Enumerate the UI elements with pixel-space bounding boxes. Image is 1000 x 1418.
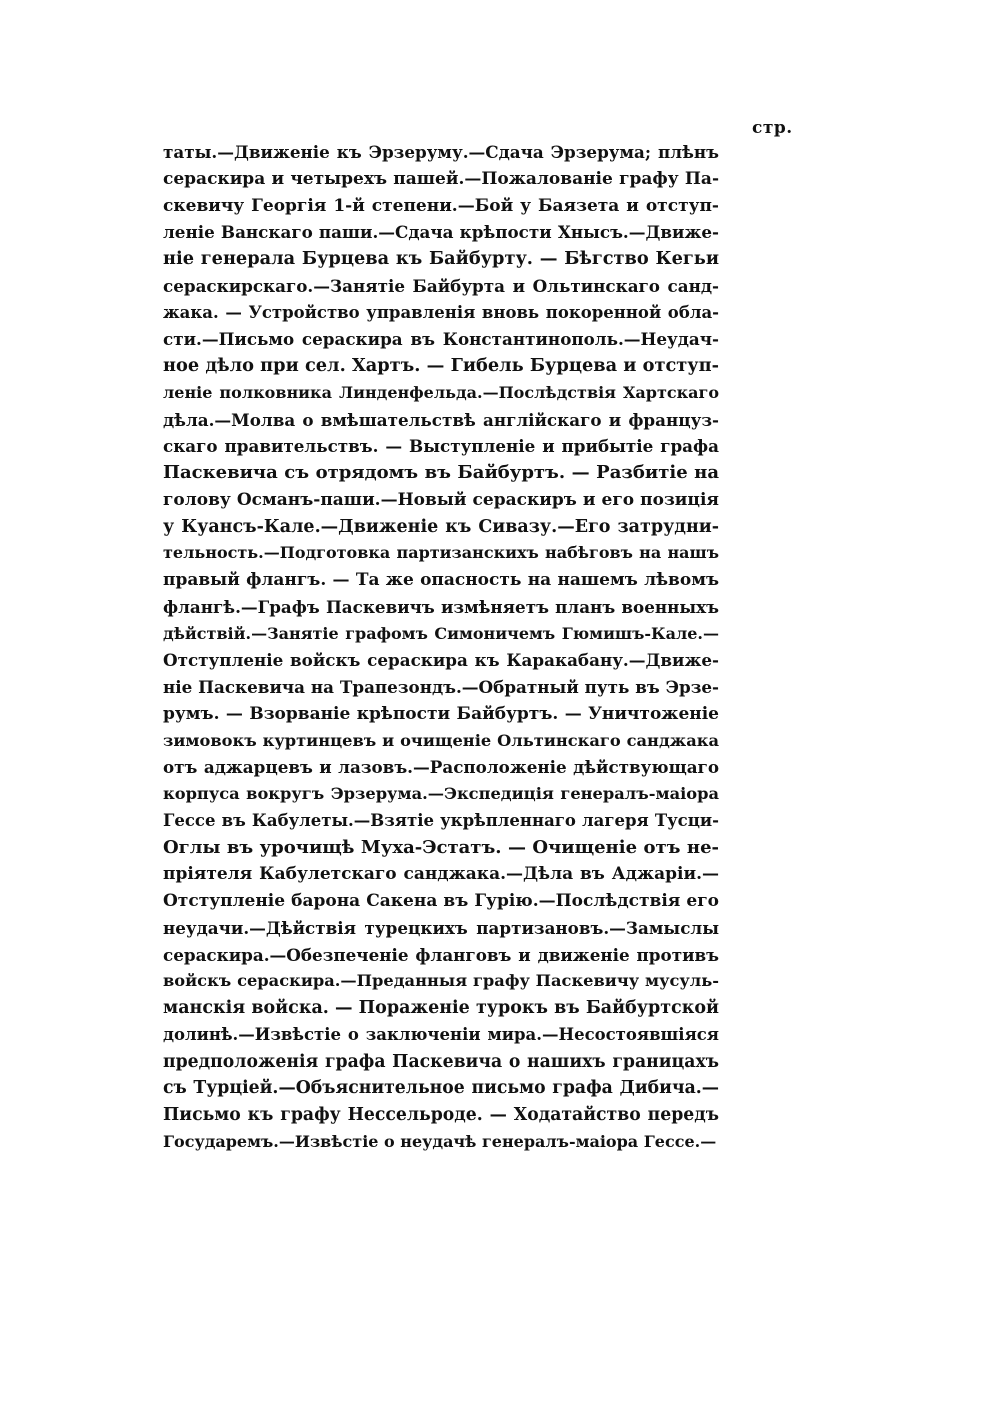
text-line: долинѣ.—Извѣстіе о заключеніи мира.—Несостоявшіяся [163,1024,719,1044]
text-line: ніе Паскевича на Трапезондъ.—Обратный путь въ Эрзе- [163,677,719,697]
text-line: румъ. — Взорваніе крѣпости Байбуртъ. — Уничтоженіе [163,703,719,724]
text-line: голову Османъ-паши.—Новый сераскиръ и его позиція [163,489,719,510]
text-line: у Куансъ-Кале.—Движеніе къ Сивазу.—Его затрудни- [163,516,719,537]
text-line: леніе полковника Линденфельда.—Послѣдствія Хартскаго [163,382,719,402]
text-line: Государемъ.—Извѣстіе о неудачѣ генералъ-маіора Гессе.— [163,1131,717,1151]
text-line: Оглы въ урочищѣ Муха-Эстатъ. — Очищеніе отъ не- [163,836,719,858]
text-line: отъ аджарцевъ и лазовъ.—Расположеніе дѣйствующаго [163,757,719,778]
page-column-header: стр. [752,118,793,138]
text-line: Гессе въ Кабулеты.—Взятіе укрѣпленнаго лагеря Тусци- [163,810,719,830]
table-of-contents-text [163,139,719,1156]
text-line: Отступленіе войскъ сераскира къ Каракабану.—Движе- [163,650,719,671]
text-line: таты.—Движеніе къ Эрзеруму.—Сдача Эрзерума; плѣнъ [163,142,719,162]
text-line: ніе генерала Бурцева къ Байбурту. — Бѣгство Кегьи [163,248,719,269]
text-line: съ Турціей.—Объяснительное письмо графа Дибича.— [163,1078,719,1099]
text-line: дѣла.—Молва о вмѣшательствѣ англійскаго и француз- [163,409,719,430]
text-line: корпуса вокругъ Эрзерума.—Экспедиція генералъ-маіора [163,784,719,803]
text-line: сераскирскаго.—Занятіе Байбурта и Ольтинскаго санд- [163,275,719,296]
text-line: скаго правительствъ. — Выступленіе и прибытіе графа [163,436,719,457]
text-line: предположенія графа Паскевича о нашихъ границахъ [163,1051,719,1072]
text-line: Паскевича съ отрядомъ въ Байбуртъ. — Разбитіе на [163,462,719,483]
text-line: сти.—Письмо сераскира въ Константинополь.—Неудач- [163,329,719,350]
text-line: дѣйствій.—Занятіе графомъ Симоничемъ Гюмишъ-Кале.— [163,623,719,643]
text-line: скевичу Георгія 1-й степени.—Бой у Баязета и отступ- [163,195,719,216]
text-line: Письмо къ графу Нессельроде. — Ходатайство передъ [163,1105,719,1125]
text-line: сераскира.—Обезпеченіе фланговъ и движеніе противъ [163,944,719,965]
text-line: ное дѣло при сел. Хартъ. — Гибель Бурцева и отступ- [163,355,719,376]
text-line: сераскира и четырехъ пашей.—Пожалованіе графу Па- [163,168,719,189]
text-line: пріятеля Кабулетскаго санджака.—Дѣла въ Аджаріи.— [163,864,719,885]
text-line: манскія войска. — Пораженіе турокъ въ Байбуртской [163,998,719,1018]
text-line: зимовокъ куртинцевъ и очищеніе Ольтинскаго санджака [163,730,719,750]
text-line: жака. — Устройство управленія вновь покоренной обла- [163,302,719,322]
text-line: флангѣ.—Графъ Паскевичъ измѣняетъ планъ военныхъ [163,596,719,617]
text-line: неудачи.—Дѣйствія турецкихъ партизановъ.—Замыслы [163,917,719,938]
text-line: войскъ сераскира.—Преданныя графу Паскевичу мусуль- [163,971,719,991]
text-line: леніе Ванскаго паши.—Сдача крѣпости Хнысъ.—Движе- [163,222,719,243]
text-line: Отступленіе барона Сакена въ Гурію.—Послѣдствія его [163,891,719,911]
text-line: правый флангъ. — Та же опасность на нашемъ лѣвомъ [163,570,719,590]
text-line: тельность.—Подготовка партизанскихъ набѣговъ на нашъ [163,543,719,563]
